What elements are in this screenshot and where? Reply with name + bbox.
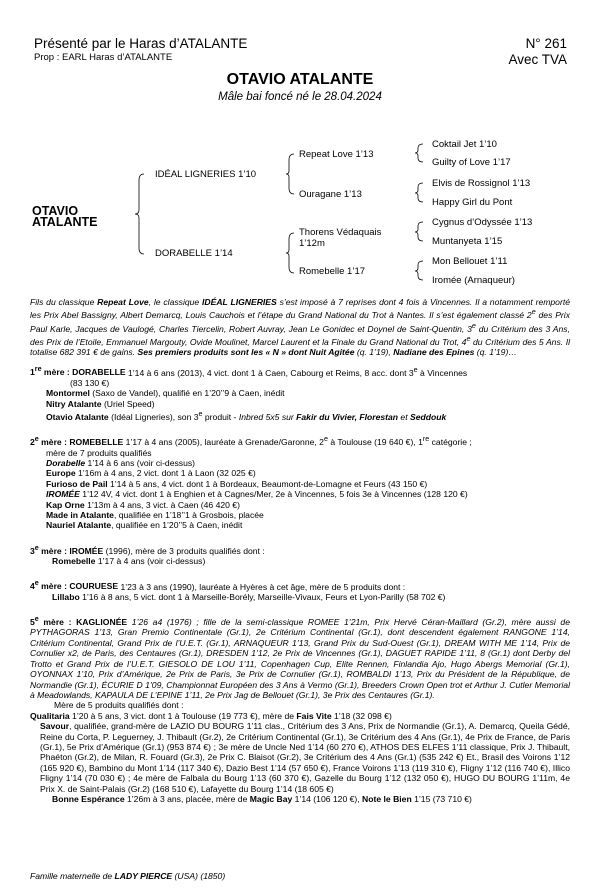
intro-bold: Ses premiers produits sont les « N » dont Nuit Agitée (137, 347, 355, 358)
intro-text: du Critérium des 3 Ans, des Prix de l’Etoile, Emmanuel Margouty, Ovide Moulinet, Marcel Laurent et la Finale du Grand National du Trot, 4 (30, 323, 570, 347)
product (30, 520, 570, 530)
dam-section-2 (30, 434, 570, 531)
dam-rank-sup: e (34, 435, 39, 444)
product-text: 1’20 à 5 ans, 3 vict. dont 1 à Toulouse (19 773 €), mère de (69, 710, 297, 721)
catalog-text (30, 297, 570, 804)
intro-sup: e (466, 334, 471, 343)
dam-text: 1’17 à 4 ans (2005), lauréate à Grenade/Garonne, 2 (123, 437, 324, 448)
product-name: Romebelle (52, 556, 96, 567)
product-sup: e (198, 410, 203, 419)
intro-text: (q. 1’19)… (474, 347, 517, 358)
product-name: Dorabelle (46, 458, 86, 469)
intro-text: du Critérium des 5 Ans. Il totalise 682 391 € de gains. (30, 336, 570, 358)
g3-ancestor: Iromée (Arnaqueur) (432, 275, 515, 286)
g3-ancestor: Happy Girl du Pont (432, 197, 513, 208)
presented-by: Présenté par le Haras d’ATALANTE (34, 36, 248, 51)
dam-text: à Toulouse (19 640 €), 1 (327, 437, 423, 448)
pedigree-horse-name (32, 206, 98, 228)
dam-name: IROMÉE (69, 545, 104, 556)
dam-rank-rest: mère : (38, 545, 70, 556)
dam-rank: 3 (30, 545, 35, 556)
dam-name: COURUESE (69, 581, 119, 592)
dam-rank: 1 (30, 367, 35, 378)
dam-heading (30, 579, 570, 592)
dam-section-4 (30, 579, 570, 603)
dam: DORABELLE 1’14 (155, 248, 233, 259)
dam-sup: e (413, 365, 418, 374)
product (30, 510, 570, 520)
dam-rank-rest: mère : (38, 617, 77, 628)
dam-heading (30, 543, 570, 556)
horse-name: OTAVIO ATALANTE (226, 71, 374, 88)
product-text: (Uriel Speed) (101, 398, 155, 409)
owner: Prop : EARL Haras d’ATALANTE (34, 52, 173, 63)
product-text: (Idéal Ligneries), son 3 (108, 411, 199, 422)
dam-sire-line1: Thorens Védaquais (299, 227, 382, 238)
header-left (34, 36, 247, 64)
product (30, 399, 570, 409)
intro-text: , le classique (148, 297, 203, 307)
dam-name: DORABELLE (72, 367, 126, 378)
product-text: 1’18 (32 098 €) (331, 710, 392, 721)
intro-text: des Prix Paul Karle, Jacques de Vaulogé, Charles Tiercelin, Robert Auvray, Jean Le Gonidec et Doynel de Saint-Quentin, 3 (30, 310, 570, 334)
dam-earnings: (83 130 €) (70, 377, 110, 388)
product-offspring: Magic Bay (249, 793, 293, 804)
dam-family-text: 1’26 a4 (1976) ; fille de la semi-classique ROMEE 1’21m, Prix Hervé Céran-Maillard (Gr.2), mère aussi de PYTHAGORAS 1’13, Gran Premio Continentale (Gr.1), 2e Critérium Continental (Gr.1), dont descendent également RANGONE 1’14, Critérium Continental, Grand Prix de l’U.E.T. (Gr.1), ARNAQUEUR 1’13, Grand Prix du Sud-Ouest (Gr.1), DREAM WITH ME 1’14, Prix de Cornulier x2, de Paris, des Centaures (Gr.1), DRESDEN 1’12, 2e Prix de Vincennes (Gr.1), DAGUET RAPIDE 1’11, 8 (Gr.1) dont Derby del Trotto et Grand Prix de l’U.E.T. GIESOLO DE LOU 1’11, Copenhagen Cup, Elite Rennen, Finlandia Ajo, Hugo Abergs Memorial (Gr.1), OYONNAX 1’10, Prix d’Amérique, 2e Prix de Paris, 3e Prix de Cornulier (Gr.1), ROMBALDI 1’13, Prix du Président de la République, de Normandie (Gr.1), ÉCURIE D 1’09, Championnat Européen des 3 Ans à Vermo (Gr.1), Breeders Crown Open trot et Arthur J. Cutler Memorial à Meadowlands, KAPAULA DE L’EPINE 1’11, 2e Prix Jag de Bellouet (Gr.1), 3e Prix des Centaures (Gr.1). (30, 617, 570, 700)
lot-number: N° 261 (525, 36, 567, 51)
product-text: produit - (202, 411, 239, 422)
dam-rank: 4 (30, 581, 35, 592)
dam-sire-line2: 1’12m (299, 238, 325, 249)
dam-name: KAGLIONÉE (76, 617, 128, 628)
product (30, 711, 570, 721)
footer-text: (USA) (1850) (172, 871, 226, 881)
g3-ancestor: Guilty of Love 1’17 (432, 157, 511, 168)
dam-section-1 (30, 365, 570, 423)
sire-sire: Repeat Love 1’13 (299, 149, 374, 160)
product (30, 592, 570, 602)
horse-subtitle: Mâle bai foncé né le 28.04.2024 (218, 91, 382, 103)
dam-sire (299, 227, 381, 249)
product-text: 1’26m à 3 ans, placée, mère de (124, 793, 250, 804)
product-text: 1’17 à 4 ans (voir ci-dessus) (95, 556, 206, 567)
dam-sup: re (422, 435, 430, 444)
dam-rank-rest: mère : (41, 367, 73, 378)
product-name: Lillabo (52, 591, 80, 602)
horse-title (0, 70, 600, 105)
product-name: Montormel (46, 388, 90, 399)
product-text: 1’16 à 8 ans, 5 vict. dont 1 à Marseille-Borély, Marseille-Vivaux, Feurs et Lyon-Parilly (58 702 €) (79, 591, 446, 602)
product-name: Kap Orne (46, 499, 85, 510)
product-name: Bonne Espérance (52, 793, 125, 804)
sire-description (30, 297, 570, 358)
product-text: 1’12 4V, 4 vict. dont 1 à Enghien et à Cagnes/Mer, 2e à Vincennes, 5 fois 3e à Vincennes (128 120 €) (79, 489, 468, 500)
product-text: 1’13m à 4 ans, 3 vict. à Caen (46 420 €) (84, 499, 240, 510)
intro-sup: e (531, 308, 536, 317)
g3-ancestor: Cygnus d’Odyssée 1’13 (432, 217, 533, 228)
product-text: 1’16m à 4 ans, 2 vict. dont 1 à Laon (32 025 €) (75, 468, 256, 479)
dam-rank-sup: e (34, 615, 39, 624)
product (30, 556, 570, 566)
product (30, 409, 570, 422)
g3-ancestor: Mon Bellouet 1’11 (432, 256, 508, 267)
footer-bold: LADY PIERCE (114, 871, 173, 881)
product-name: Nauriel Atalante (46, 520, 112, 531)
dam-rank-sup: re (34, 365, 42, 374)
intro-text: Fils du classique (30, 297, 98, 307)
product (30, 388, 570, 398)
g3-ancestor: Elvis de Rossignol 1’13 (432, 178, 531, 189)
product-name: IROMÉE (46, 489, 80, 500)
intro-text: s’est imposé à 7 reprises dont 4 fois à Vincennes. Il a notamment remporté les Prix Abel Bassigny, Albert Demarcq, Louis Cauchois et l’étape du Grand National du Trot à Nantes. Il s’est également classé 2 (30, 297, 570, 321)
dam-section-5 (30, 614, 570, 804)
inbred-ancestor: Seddouk (410, 411, 447, 422)
dam-rank-sup: e (34, 543, 39, 552)
pedigree-chart (0, 130, 600, 295)
product-text: , qualifiée en 1’20’’5 à Caen, inédit (111, 520, 243, 531)
dam-sup: e (323, 435, 328, 444)
pedigree-horse-line2: ATALANTE (32, 215, 98, 229)
dam-text: catégorie ; (429, 437, 472, 448)
g3-ancestor: Coktail Jet 1’10 (432, 139, 497, 150)
product (30, 500, 570, 510)
intro-sup: e (471, 321, 476, 330)
footer-text: Famille maternelle de (30, 871, 115, 881)
sire: IDÉAL LIGNERIES 1’10 (155, 169, 257, 180)
product (30, 468, 570, 478)
vat-note: Avec TVA (508, 52, 567, 67)
intro-bold: IDÉAL LIGNERIES (202, 297, 277, 307)
product-offspring: Note le Bien (362, 793, 412, 804)
dam-section-3 (30, 543, 570, 567)
product-name: Nitry Atalante (46, 398, 102, 409)
product-name: Savour (40, 721, 70, 732)
intro-text: (q. 1’19), (354, 347, 394, 358)
product-name: Otavio Atalante (46, 411, 109, 422)
dam-text: (1996), mère de 3 produits qualifiés dont : (103, 545, 265, 556)
dam-note: mère de 7 produits qualifiés (46, 447, 152, 458)
intro-bold: Nadiane des Epines (393, 347, 475, 358)
dam-rank-rest: mère : (38, 581, 70, 592)
dam-dam: Romebelle 1’17 (299, 266, 366, 277)
product-name: Qualitaria (30, 710, 70, 721)
product-text: 1’15 (73 710 €) (411, 793, 472, 804)
g3-ancestor: Muntanyeta 1’15 (432, 236, 503, 247)
dam-rank: 5 (30, 617, 35, 628)
intro-bold: Repeat Love (97, 297, 149, 307)
product-offspring: Fais Vite (296, 710, 332, 721)
dam-text: 1’14 à 6 ans (2013), 4 vict. dont 1 à Caen, Cabourg et Reims, 8 acc. dont 3 (125, 367, 414, 378)
product-text: (Saxo de Vandel), qualifié en 1’20’’9 à Caen, inédit (89, 388, 285, 399)
inbred-ancestors: Fakir du Vivier, Florestan (296, 411, 399, 422)
product (30, 794, 570, 804)
product-name: Furioso de Pail (46, 478, 108, 489)
dam-name: ROMEBELLE (69, 437, 124, 448)
product (30, 458, 570, 468)
dam-heading (30, 434, 570, 447)
dam-text: à Vincennes (417, 367, 468, 378)
product-name: Made in Atalante (46, 510, 114, 521)
product-text: 1’14 (106 120 €), (292, 793, 363, 804)
product (30, 489, 570, 499)
product-text: , qualifiée en 1’18’’1 à Grosbois, placée (113, 510, 264, 521)
product (30, 479, 570, 489)
product-text: 1’14 à 5 ans, 4 vict. dont 1 à Bordeaux, Beaumont-de-Lomagne et Feurs (43 150 €) (107, 478, 428, 489)
pedigree-horse-line1: OTAVIO (32, 204, 79, 218)
header-right (508, 36, 567, 68)
dam-heading (30, 614, 570, 700)
product-text: , qualifiée, grand-mère de LAZIO DU BOURG 1’11 clas., Critérium des 3 Ans, Prix de Normandie (Gr.1), A. Demarcq, Queila Gédé, Reine du Corta, P. Leguerney, J. Thibault (Gr.2), 2e Critérium Continental (Gr.1), 3e Critérium des 4 Ans (Gr.1), 4e Prix de France, de Paris (Gr.1), 5e Prix d’Amérique (Gr.1) (953 874 €) ; 3e mère de Uncle Ned 1’14 (60 270 €), ATHOS DES ELFES 1’11 classique, Prix J. Thibault, Phaéton (Gr.2), de Milan, R. Fouard (Gr.3), 2e Prix C. Blaisot (Gr.2), 3e Critérium des 4 Ans (Gr.1) (535 242 €) Et., Brasil des Voirons 1’12 (165 920 €), Bambino du Mont 1’14 (117 340 €), Dazio Best 1’14 (57 650 €), France Voirons 1’13 (119 310 €), Fligny 1’12 (116 740 €), Illico Fligny 1’14 (70 030 €) ; 4e mère de Falbala du Bourg 1’13 (60 370 €), Gazelle du Bourg 1’12 (132 050 €), HUGO DU BOURG 1’11m, 4e Prix X. de Saint-Palais (Gr.2) (168 510 €), Lafayette du Bourg 1’14 (18 605 €) (40, 721, 570, 794)
dam-rank-rest: mère : (38, 437, 70, 448)
dam-note: Mère de 5 produits qualifiés dont : (54, 700, 184, 711)
maternal-family (30, 871, 225, 881)
dam-rank: 2 (30, 437, 35, 448)
product-text: 1’14 à 6 ans (voir ci-dessus) (85, 458, 196, 469)
inbred-note: Inbred 5x5 sur (238, 411, 297, 422)
inbred-and: et (398, 411, 410, 422)
dam-text: 1’23 à 3 ans (1990), lauréate à Hyères à cet âge, mère de 5 produits dont : (118, 581, 406, 592)
dam-heading (30, 365, 570, 378)
dam-rank-sup: e (34, 579, 39, 588)
product (30, 721, 570, 794)
sire-dam: Ouragane 1’13 (299, 189, 362, 200)
product-name: Europe (46, 468, 76, 479)
